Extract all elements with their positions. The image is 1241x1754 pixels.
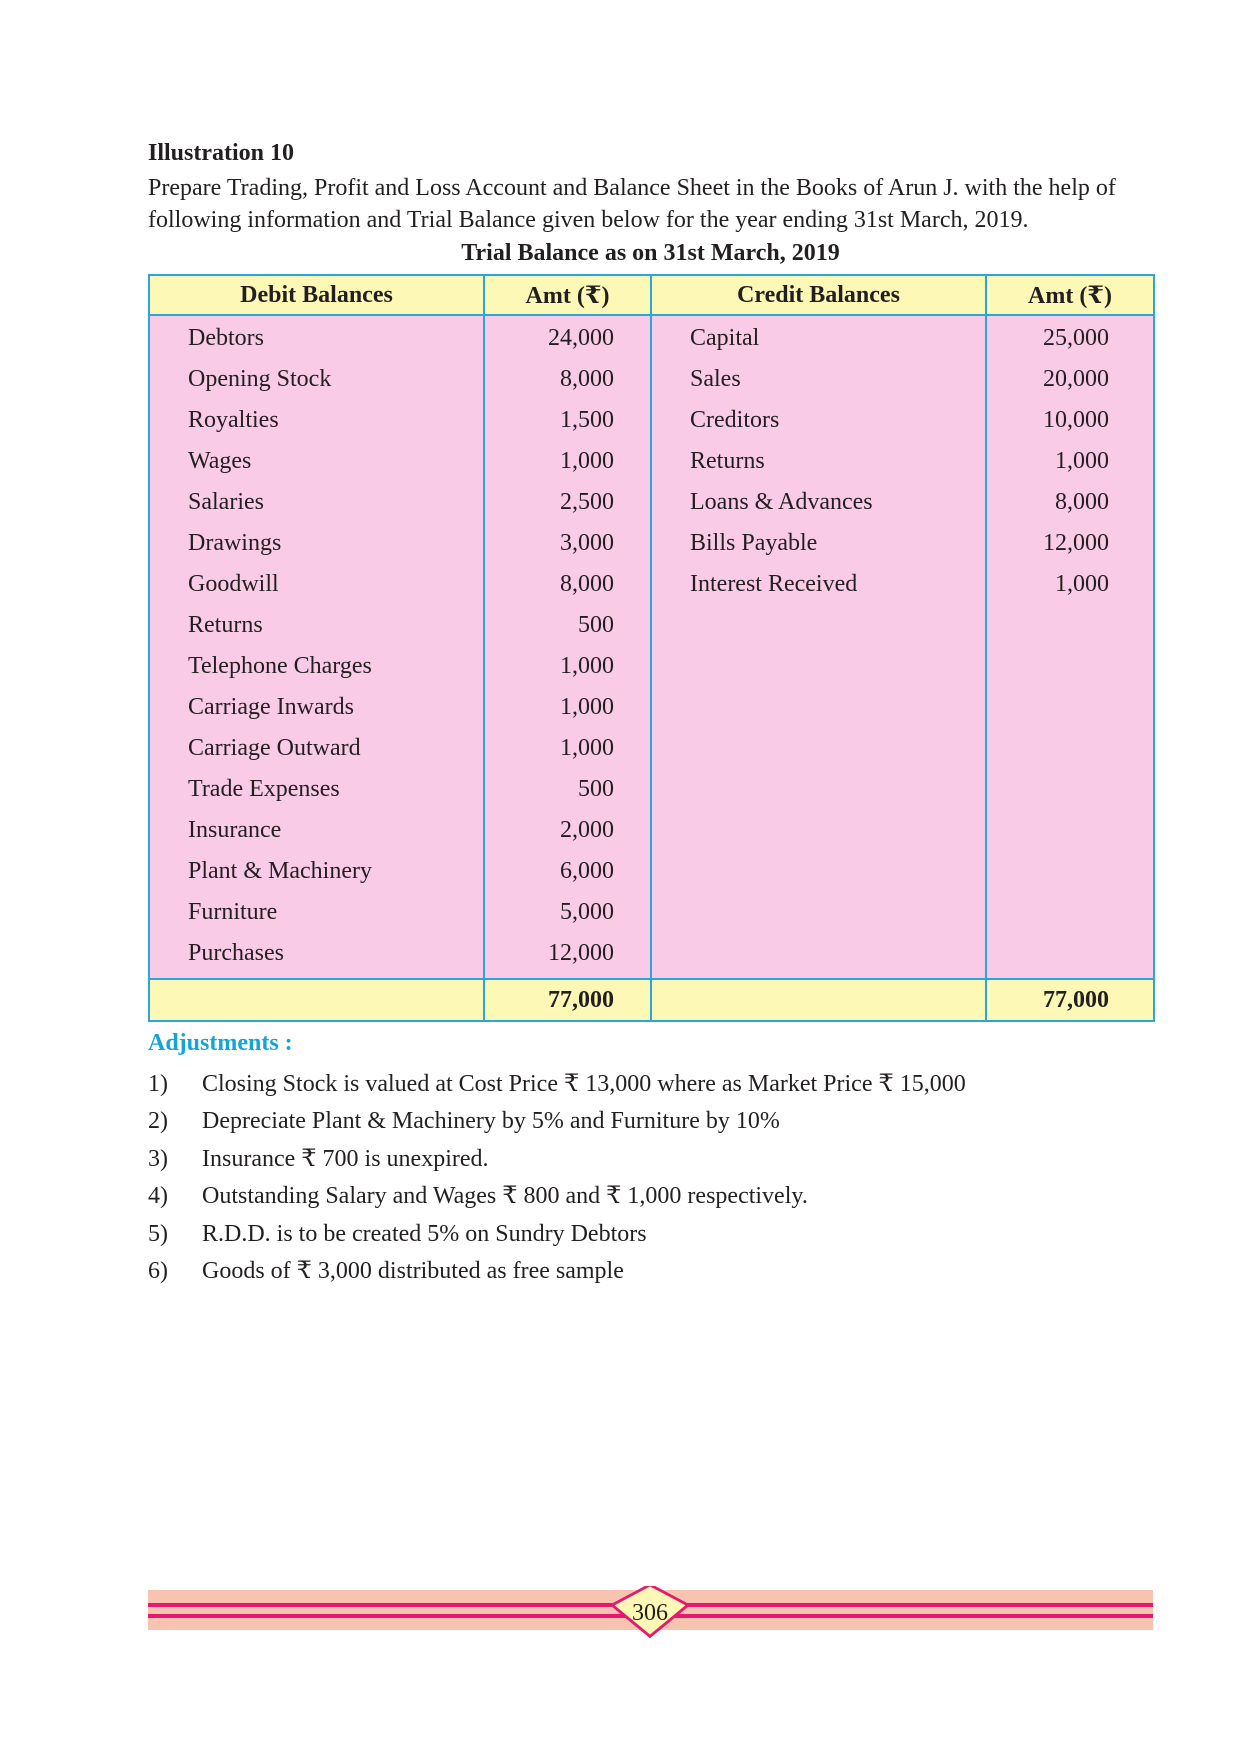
debit-amount: 1,000 xyxy=(484,441,651,482)
credit-amount xyxy=(986,728,1154,769)
debit-item: Debtors xyxy=(149,315,484,359)
illustration-heading: Illustration 10 xyxy=(148,140,295,166)
header-credit-amount: Amt (₹) xyxy=(986,275,1154,315)
debit-amount: 500 xyxy=(484,605,651,646)
credit-item: Capital xyxy=(651,315,986,359)
intro-paragraph: Prepare Trading, Profit and Loss Account and Balance Sheet in the Books of Arun J. with the help of following information and Trial Balance given below for the year ending 31st March, 2019. xyxy=(148,175,1116,233)
debit-item: Trade Expenses xyxy=(149,769,484,810)
credit-amount xyxy=(986,646,1154,687)
table-row xyxy=(149,851,1154,892)
debit-amount: 8,000 xyxy=(484,564,651,605)
debit-item: Royalties xyxy=(149,400,484,441)
table-row xyxy=(149,605,1154,646)
table-body xyxy=(149,315,1154,979)
debit-item: Goodwill xyxy=(149,564,484,605)
credit-amount: 8,000 xyxy=(986,482,1154,523)
credit-item xyxy=(651,605,986,646)
credit-amount xyxy=(986,769,1154,810)
debit-amount: 1,000 xyxy=(484,646,651,687)
table-row xyxy=(149,359,1154,400)
debit-amount: 8,000 xyxy=(484,359,651,400)
debit-amount: 3,000 xyxy=(484,523,651,564)
table-total-row xyxy=(149,979,1154,1021)
debit-item: Carriage Outward xyxy=(149,728,484,769)
table-row xyxy=(149,564,1154,605)
debit-item: Drawings xyxy=(149,523,484,564)
credit-item xyxy=(651,646,986,687)
adjustment-text: Insurance ₹ 700 is unexpired. xyxy=(202,1145,489,1172)
page-number: 306 xyxy=(632,1600,668,1626)
total-credit-label-cell xyxy=(651,979,986,1021)
adjustment-number: 6) xyxy=(148,1257,168,1284)
debit-item: Salaries xyxy=(149,482,484,523)
adjustment-number: 2) xyxy=(148,1108,168,1135)
adjustment-text: R.D.D. is to be created 5% on Sundry Debtors xyxy=(202,1220,647,1247)
trial-balance-table xyxy=(148,274,1155,1022)
debit-amount: 2,000 xyxy=(484,810,651,851)
adjustment-number: 3) xyxy=(148,1145,168,1172)
table-row xyxy=(149,315,1154,359)
credit-item: Creditors xyxy=(651,400,986,441)
table-row xyxy=(149,769,1154,810)
header-credit-balances: Credit Balances xyxy=(651,275,986,315)
credit-item xyxy=(651,728,986,769)
total-credit-amount: 77,000 xyxy=(986,979,1154,1021)
credit-amount xyxy=(986,892,1154,933)
adjustment-item xyxy=(148,1141,966,1178)
credit-item xyxy=(651,687,986,728)
debit-item: Opening Stock xyxy=(149,359,484,400)
adjustment-item xyxy=(148,1253,966,1290)
credit-item: Interest Received xyxy=(651,564,986,605)
debit-amount: 1,500 xyxy=(484,400,651,441)
adjustment-item xyxy=(148,1103,966,1140)
debit-amount: 1,000 xyxy=(484,728,651,769)
debit-item: Wages xyxy=(149,441,484,482)
trial-balance-title: Trial Balance as on 31st March, 2019 xyxy=(461,240,840,266)
credit-amount: 1,000 xyxy=(986,564,1154,605)
adjustment-item xyxy=(148,1216,966,1253)
adjustment-item xyxy=(148,1178,966,1215)
credit-item xyxy=(651,892,986,933)
adjustment-number: 1) xyxy=(148,1071,168,1097)
table-row xyxy=(149,892,1154,933)
credit-item: Loans & Advances xyxy=(651,482,986,523)
table-row xyxy=(149,646,1154,687)
debit-item: Plant & Machinery xyxy=(149,851,484,892)
credit-amount xyxy=(986,605,1154,646)
table-row xyxy=(149,810,1154,851)
debit-item: Returns xyxy=(149,605,484,646)
adjustment-text: Goods of ₹ 3,000 distributed as free sample xyxy=(202,1257,624,1284)
header-debit-amount: Amt (₹) xyxy=(484,275,651,315)
table-row xyxy=(149,441,1154,482)
debit-amount: 2,500 xyxy=(484,482,651,523)
debit-amount: 12,000 xyxy=(484,933,651,979)
credit-amount xyxy=(986,810,1154,851)
adjustments-list xyxy=(148,1066,966,1290)
adjustment-text: Closing Stock is valued at Cost Price ₹ 13,000 where as Market Price ₹ 15,000 xyxy=(202,1071,966,1097)
adjustment-text: Outstanding Salary and Wages ₹ 800 and ₹ 1,000 respectively. xyxy=(202,1183,808,1210)
debit-item: Carriage Inwards xyxy=(149,687,484,728)
credit-amount xyxy=(986,851,1154,892)
debit-amount: 6,000 xyxy=(484,851,651,892)
credit-amount xyxy=(986,933,1154,979)
adjustment-number: 5) xyxy=(148,1220,168,1247)
debit-item: Furniture xyxy=(149,892,484,933)
credit-amount: 10,000 xyxy=(986,400,1154,441)
total-debit-amount: 77,000 xyxy=(484,979,651,1021)
header-debit-balances: Debit Balances xyxy=(149,275,484,315)
credit-item: Returns xyxy=(651,441,986,482)
credit-amount: 1,000 xyxy=(986,441,1154,482)
adjustment-text: Depreciate Plant & Machinery by 5% and Furniture by 10% xyxy=(202,1108,780,1135)
table-row xyxy=(149,482,1154,523)
credit-item xyxy=(651,851,986,892)
credit-amount xyxy=(986,687,1154,728)
table-row xyxy=(149,728,1154,769)
credit-item xyxy=(651,933,986,979)
adjustment-item xyxy=(148,1066,966,1103)
credit-item: Sales xyxy=(651,359,986,400)
debit-amount: 500 xyxy=(484,769,651,810)
credit-amount: 12,000 xyxy=(986,523,1154,564)
table-row xyxy=(149,523,1154,564)
credit-item: Bills Payable xyxy=(651,523,986,564)
debit-item: Insurance xyxy=(149,810,484,851)
table-row xyxy=(149,687,1154,728)
debit-amount: 1,000 xyxy=(484,687,651,728)
adjustment-number: 4) xyxy=(148,1183,168,1210)
table-header-row xyxy=(149,275,1154,315)
credit-amount: 25,000 xyxy=(986,315,1154,359)
credit-item xyxy=(651,769,986,810)
debit-item: Telephone Charges xyxy=(149,646,484,687)
credit-item xyxy=(651,810,986,851)
total-debit-label-cell xyxy=(149,979,484,1021)
table-row xyxy=(149,400,1154,441)
credit-amount: 20,000 xyxy=(986,359,1154,400)
debit-amount: 5,000 xyxy=(484,892,651,933)
table-row xyxy=(149,933,1154,979)
adjustments-title: Adjustments : xyxy=(148,1030,293,1056)
debit-item: Purchases xyxy=(149,933,484,979)
debit-amount: 24,000 xyxy=(484,315,651,359)
